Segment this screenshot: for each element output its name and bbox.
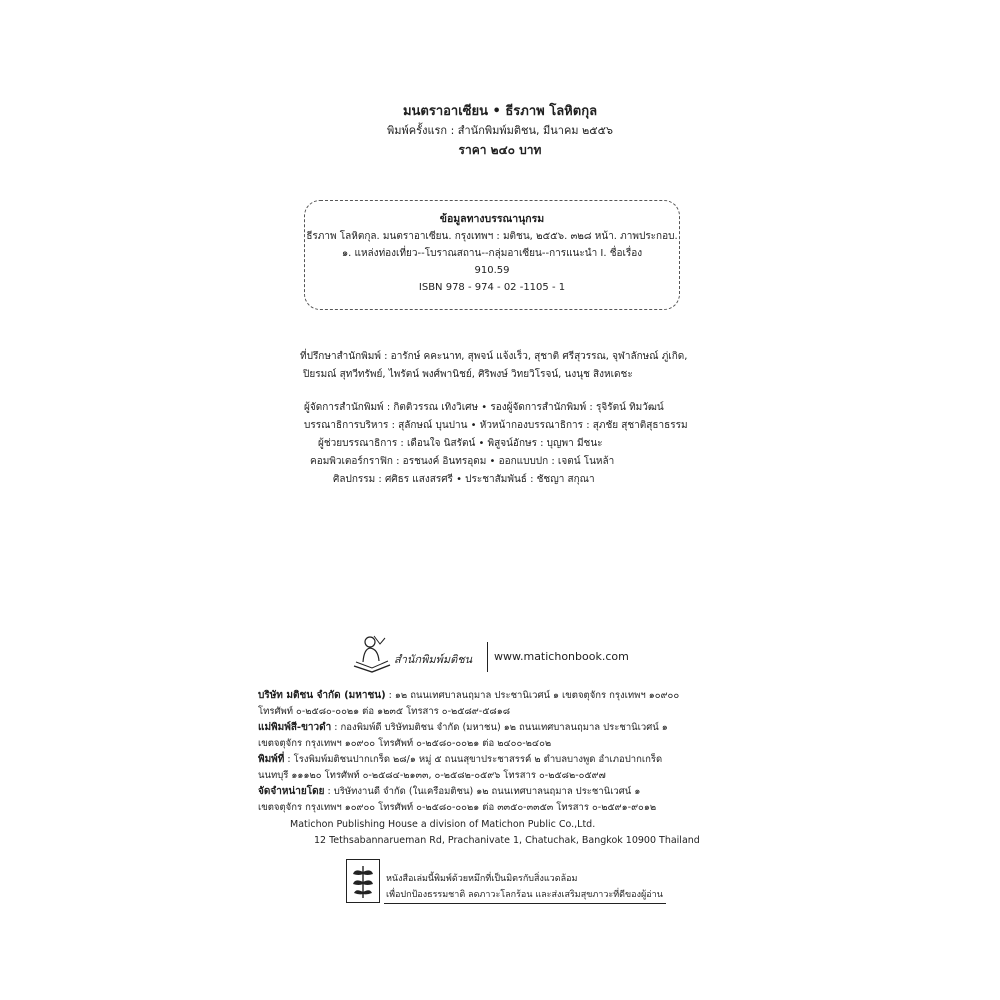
- staff-line: ผู้ช่วยบรรณาธิการ : เดือนใจ นิสรัตน์ • พิสูจน์อักษร : บุญพา มีชนะ: [318, 438, 603, 449]
- cataloging-box: [304, 200, 680, 310]
- staff-line: ผู้จัดการสำนักพิมพ์ : กิตติวรรณ เทิงวิเศษ • รองผู้จัดการสำนักพิมพ์ : รุจิรัตน์ ทิมวัฒน์: [304, 402, 664, 413]
- color-separation-label: แม่พิมพ์สี-ขาวดำ: [258, 722, 332, 733]
- edition-line: พิมพ์ครั้งแรก : สำนักพิมพ์มติชน, มีนาคม ๒๕๕๖: [387, 124, 613, 137]
- cataloging-line: ๑. แหล่งท่องเที่ยว--โบราณสถาน--กลุ่มอาเซียน--การแนะนำ I. ชื่อเรื่อง: [341, 248, 643, 259]
- reading-figure-icon: [350, 632, 394, 676]
- staff-line: คอมพิวเตอร์กราฟิก : อรชนงค์ อินทรอุดม • ออกแบบปก : เจตน์ โนหล้า: [310, 456, 615, 467]
- staff-line: ศิลปกรรม : ศศิธร แสงสรศรี • ประชาสัมพันธ์ : ชัชญา สกุณา: [333, 474, 595, 485]
- printer-contact-line: นนทบุรี ๑๑๑๒๐ โทรศัพท์ ๐-๒๕๘๔-๒๑๓๓, ๐-๒๕๘๒-๐๕๙๖ โทรสาร ๐-๒๕๘๒-๐๕๙๗: [258, 770, 606, 781]
- color-separation-contact-line: เขตจตุจักร กรุงเทพฯ ๑๐๙๐๐ โทรศัพท์ ๐-๒๕๘๐-๐๐๒๑ ต่อ ๒๔๐๐-๒๔๐๒: [258, 738, 552, 749]
- english-publisher-line: Matichon Publishing House a division of Matichon Public Co.,Ltd.: [290, 819, 596, 830]
- isbn: ISBN 978 - 974 - 02 -1105 - 1: [418, 282, 566, 293]
- eco-badge: [346, 859, 380, 903]
- distributor-label: จัดจำหน่ายโดย: [258, 786, 325, 797]
- publisher-logo: [350, 632, 650, 676]
- cataloging-heading: ข้อมูลทางบรรณานุกรม: [439, 213, 545, 225]
- distributor-line: จัดจำหน่ายโดย : บริษัทงานดี จำกัด (ในเครือมติชน) ๑๒ ถนนเทศบาลนฤมาล ประชานิเวศน์ ๑: [258, 786, 641, 797]
- publisher-website: www.matichonbook.com: [494, 650, 629, 663]
- classification-number: 910.59: [474, 265, 510, 276]
- book-title: มนตราอาเซียน • ธีรภาพ โลหิตกุล: [402, 104, 598, 119]
- publisher-label: บริษัท มติชน จำกัด (มหาชน): [258, 690, 386, 701]
- logo-divider: [487, 642, 488, 672]
- printer-line: พิมพ์ที่ : โรงพิมพ์มติชนปากเกร็ด ๒๘/๑ หมู่ ๕ ถนนสุขาประชาสรรค์ ๒ ตำบลบางพูด อำเภอปากเกร็ด: [258, 754, 663, 765]
- leaf-sprig-icon: [347, 860, 379, 902]
- eco-underline: [384, 903, 666, 904]
- eco-statement: [346, 859, 676, 905]
- english-address-line: 12 Tethsabannarueman Rd, Prachanivate 1, Chatuchak, Bangkok 10900 Thailand: [314, 835, 700, 846]
- advisors-line: ที่ปรึกษาสำนักพิมพ์ : อารักษ์ คคะนาท, สุพจน์ แจ้งเร็ว, สุชาติ ศรีสุวรรณ, จุฬาลักษณ์ ภู่เกิด,: [300, 351, 688, 362]
- cataloging-line: ธีรภาพ โลหิตกุล. มนตราอาเซียน. กรุงเทพฯ : มติชน, ๒๕๕๖. ๓๒๘ หน้า. ภาพประกอบ.: [306, 231, 678, 242]
- publisher-contact-line: โทรศัพท์ ๐-๒๕๘๐-๐๐๒๑ ต่อ ๑๒๓๕ โทรสาร ๐-๒๕๘๙-๕๘๑๘: [258, 706, 511, 717]
- color-separation-line: แม่พิมพ์สี-ขาวดำ : กองพิมพ์ดี บริษัทมติชน จำกัด (มหาชน) ๑๒ ถนนเทศบาลนฤมาล ประชานิเวศน์ ๑: [258, 722, 668, 733]
- distributor-contact-line: เขตจตุจักร กรุงเทพฯ ๑๐๙๐๐ โทรศัพท์ ๐-๒๕๘๐-๐๐๒๑ ต่อ ๓๓๕๐-๓๓๕๓ โทรสาร ๐-๒๕๙๑-๙๐๑๒: [258, 802, 657, 813]
- eco-line: หนังสือเล่มนี้พิมพ์ด้วยหมึกที่เป็นมิตรกับสิ่งแวดล้อม: [386, 874, 578, 884]
- printer-label: พิมพ์ที่: [258, 754, 285, 765]
- price-line: ราคา ๒๔๐ บาท: [458, 143, 542, 157]
- staff-line: บรรณาธิการบริหาร : สุลักษณ์ บุนปาน • หัวหน้ากองบรรณาธิการ : สุภชัย สุชาติสุธาธรรม: [304, 420, 688, 431]
- publisher-address-line: บริษัท มติชน จำกัด (มหาชน) : ๑๒ ถนนเทศบาลนฤมาล ประชานิเวศน์ ๑ เขตจตุจักร กรุงเทพฯ ๑๐๙๐๐: [258, 690, 680, 701]
- publisher-script-name: สำนักพิมพ์มติชน: [394, 653, 473, 666]
- advisors-line: ปิยรมณ์ สุทวีทรัพย์, ไพรัตน์ พงศ์พานิชย์, ศิริพงษ์ วิทยวิโรจน์, นงนุช สิงหเดชะ: [303, 369, 633, 380]
- eco-line: เพื่อปกป้องธรรมชาติ ลดภาวะโลกร้อน และส่งเสริมสุขภาวะที่ดีของผู้อ่าน: [386, 890, 663, 900]
